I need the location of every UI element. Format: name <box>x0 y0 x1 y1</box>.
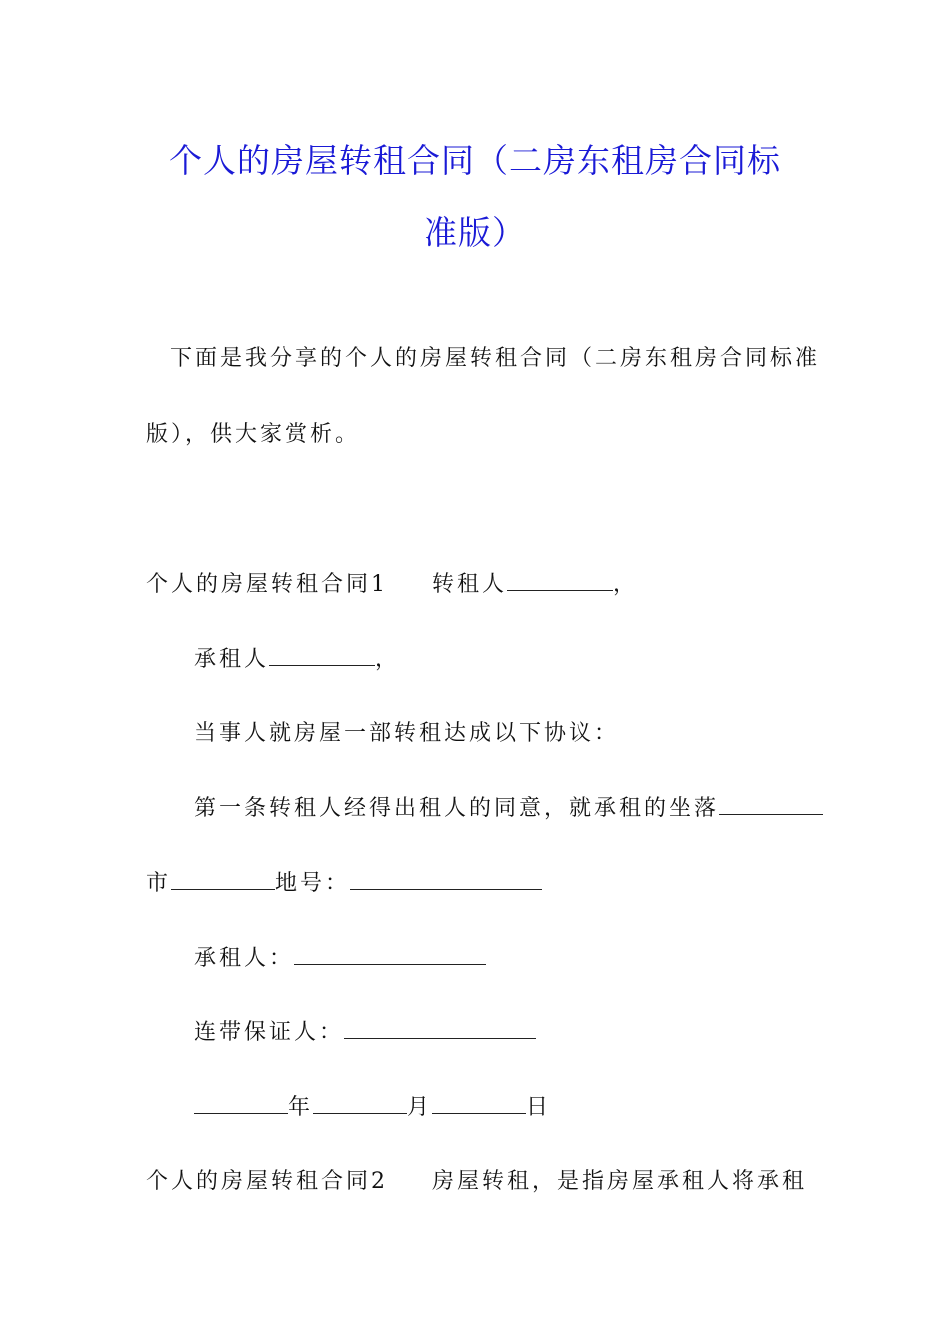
article1-line-2 <box>146 869 542 899</box>
month-blank <box>313 1093 407 1114</box>
date-line <box>194 1093 551 1123</box>
sublessor-blank <box>507 570 613 591</box>
sign-lessee-label: 承租人： <box>194 946 295 971</box>
sign-guarantor-blank <box>344 1018 536 1039</box>
lessee-label: 承租人 <box>194 647 270 672</box>
intro-paragraph-line-2: 版），供大家赏析。 <box>146 422 361 447</box>
sign-guarantor-label: 连带保证人： <box>194 1020 345 1045</box>
article1-line-1 <box>194 794 823 824</box>
intro-paragraph-line-1: 下面是我分享的个人的房屋转租合同（二房东租房合同标准 <box>170 346 821 371</box>
sign-lessee-blank <box>294 944 486 965</box>
lessee-blank <box>269 645 375 666</box>
sublessor-comma: ， <box>613 572 639 597</box>
year-blank <box>194 1093 288 1114</box>
month-label: 月 <box>407 1095 433 1120</box>
lot-number-blank <box>350 869 542 890</box>
agreement-line: 当事人就房屋一部转租达成以下协议： <box>194 721 620 746</box>
contract2-text: 房屋转租，是指房屋承租人将承租 <box>432 1169 808 1194</box>
contract2-first-line <box>146 1167 807 1197</box>
city-blank <box>171 869 275 890</box>
document-title-line-1: 个人的房屋转租合同（二房东租房合同标 <box>169 141 781 180</box>
year-label: 年 <box>288 1095 314 1120</box>
document-title-line-2: 准版） <box>424 213 526 252</box>
day-label: 日 <box>526 1095 552 1120</box>
article1-text: 第一条转租人经得出租人的同意，就承租的坐落 <box>194 796 720 821</box>
sign-lessee-line <box>194 944 486 974</box>
sign-guarantor-line <box>194 1018 536 1048</box>
contract2-heading: 个人的房屋转租合同2 <box>146 1169 388 1194</box>
contract1-heading: 个人的房屋转租合同1 <box>146 572 388 597</box>
contract1-first-line <box>146 570 638 600</box>
location-blank <box>719 794 823 815</box>
lessee-comma: ， <box>375 647 401 672</box>
sublessor-label: 转租人 <box>432 572 508 597</box>
city-label: 市 <box>146 871 172 896</box>
day-blank <box>432 1093 526 1114</box>
lessee-line <box>194 645 400 675</box>
lot-number-label: 地号： <box>275 871 351 896</box>
